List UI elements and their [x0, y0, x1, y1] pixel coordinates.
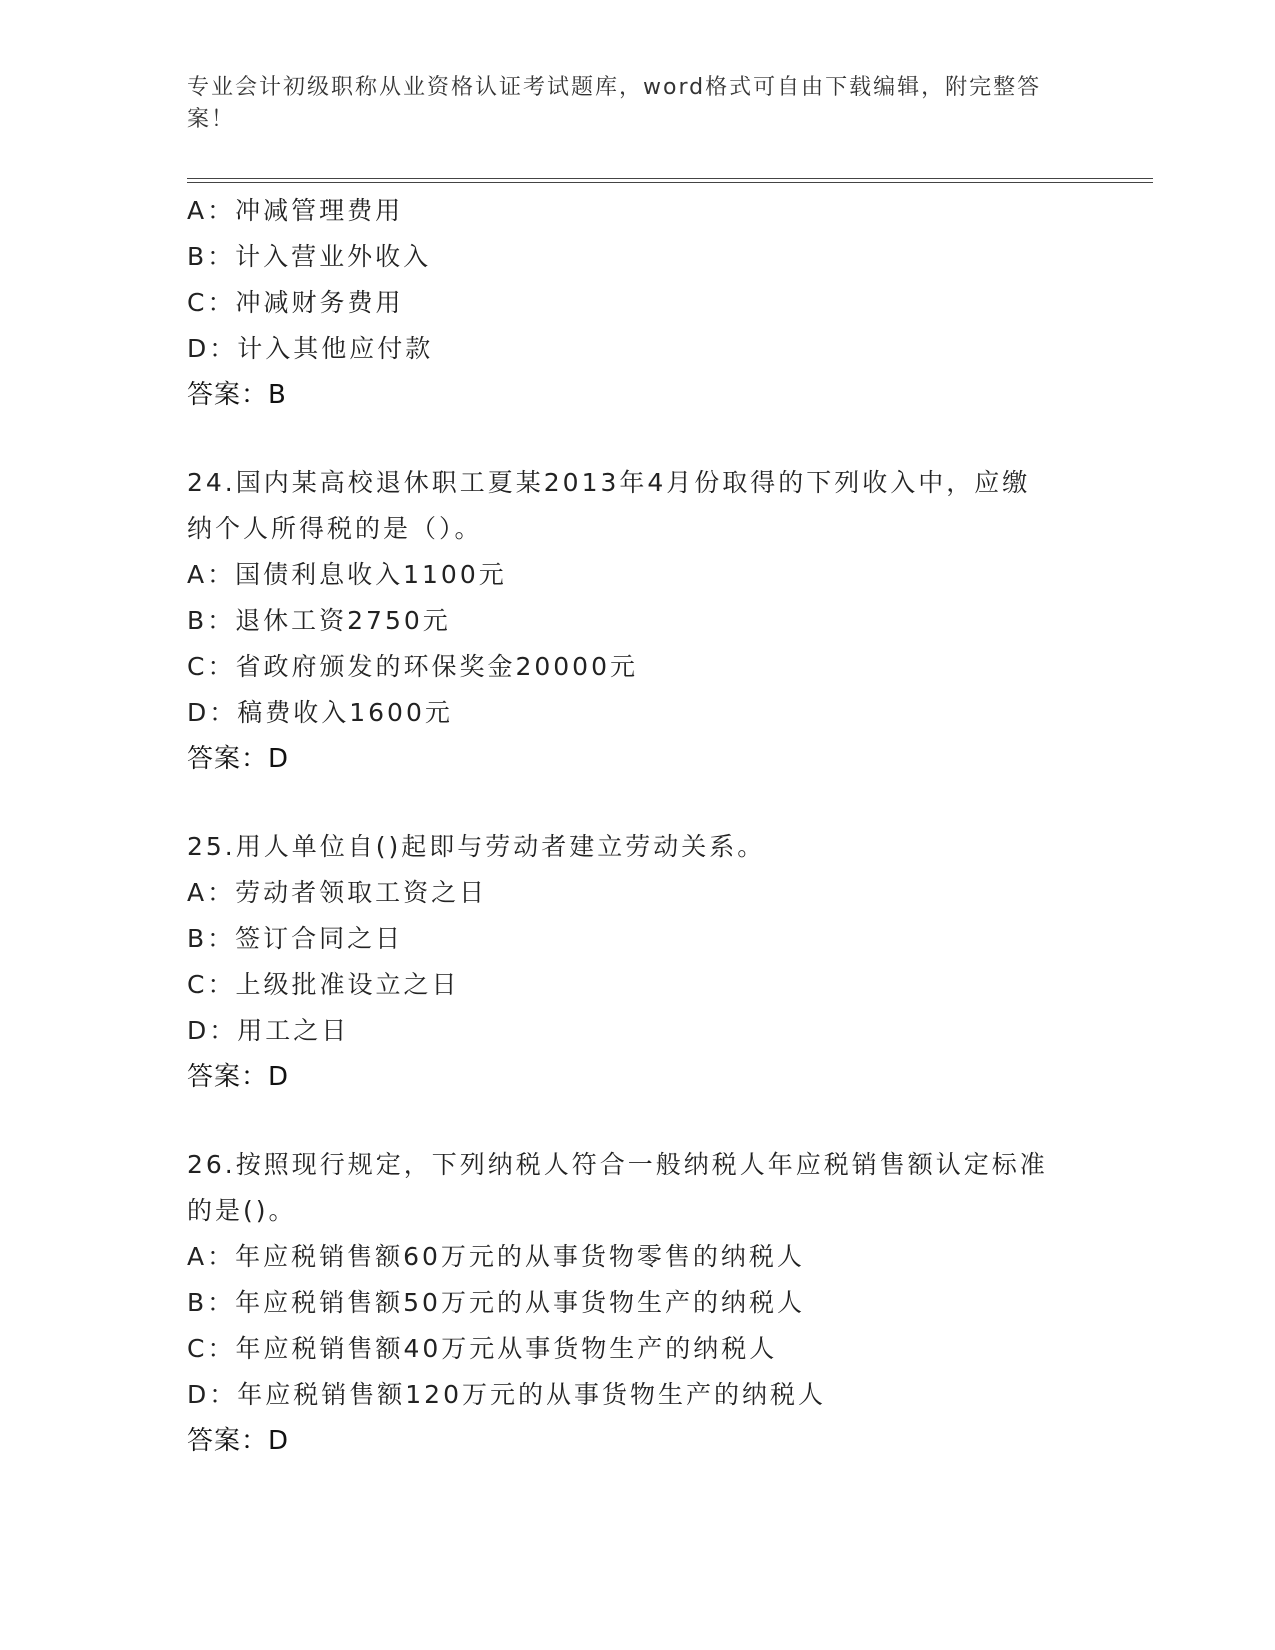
question-block-24 — [187, 460, 1087, 782]
spacer — [187, 418, 1087, 460]
question-title: 25.用人单位自()起即与劳动者建立劳动关系。 — [187, 832, 766, 861]
document-header — [187, 72, 1067, 136]
question-block-25 — [187, 824, 1087, 1100]
option-c: C：上级批准设立之日 — [187, 970, 460, 999]
option-c: C：省政府颁发的环保奖金20000元 — [187, 652, 638, 681]
option-b: B：退休工资2750元 — [187, 606, 451, 635]
question-block-prev — [187, 188, 1087, 418]
answer-line: 答案：D — [187, 1426, 290, 1456]
header-divider — [187, 178, 1153, 183]
option-d: D：计入其他应付款 — [187, 334, 434, 363]
option-d: D：用工之日 — [187, 1016, 350, 1045]
option-c: C：年应税销售额40万元从事货物生产的纳税人 — [187, 1334, 778, 1363]
question-title: 26.按照现行规定，下列纳税人符合一般纳税人年应税销售额认定标准 — [187, 1150, 1048, 1179]
question-title-cont: 的是()。 — [187, 1196, 297, 1225]
question-block-26 — [187, 1142, 1087, 1464]
option-d: D：稿费收入1600元 — [187, 698, 453, 727]
option-a: A：国债利息收入1100元 — [187, 560, 507, 589]
spacer — [187, 782, 1087, 824]
answer-line: 答案：B — [187, 380, 287, 410]
answer-line: 答案：D — [187, 1062, 290, 1092]
spacer — [187, 1100, 1087, 1142]
option-a: A：冲减管理费用 — [187, 196, 404, 225]
option-b: B：年应税销售额50万元的从事货物生产的纳税人 — [187, 1288, 805, 1317]
option-a: A：年应税销售额60万元的从事货物零售的纳税人 — [187, 1242, 805, 1271]
question-title: 24.国内某高校退休职工夏某2013年4月份取得的下列收入中，应缴 — [187, 468, 1031, 497]
option-a: A：劳动者领取工资之日 — [187, 878, 488, 907]
option-b: B：计入营业外收入 — [187, 242, 432, 271]
question-list — [187, 188, 1087, 1464]
question-title-cont: 纳个人所得税的是（）。 — [187, 514, 483, 543]
option-d: D：年应税销售额120万元的从事货物生产的纳税人 — [187, 1380, 826, 1409]
answer-line: 答案：D — [187, 744, 290, 774]
option-b: B：签订合同之日 — [187, 924, 404, 953]
option-c: C：冲减财务费用 — [187, 288, 404, 317]
header-text: 专业会计初级职称从业资格认证考试题库，word格式可自由下载编辑，附完整答案！ — [187, 75, 1042, 132]
